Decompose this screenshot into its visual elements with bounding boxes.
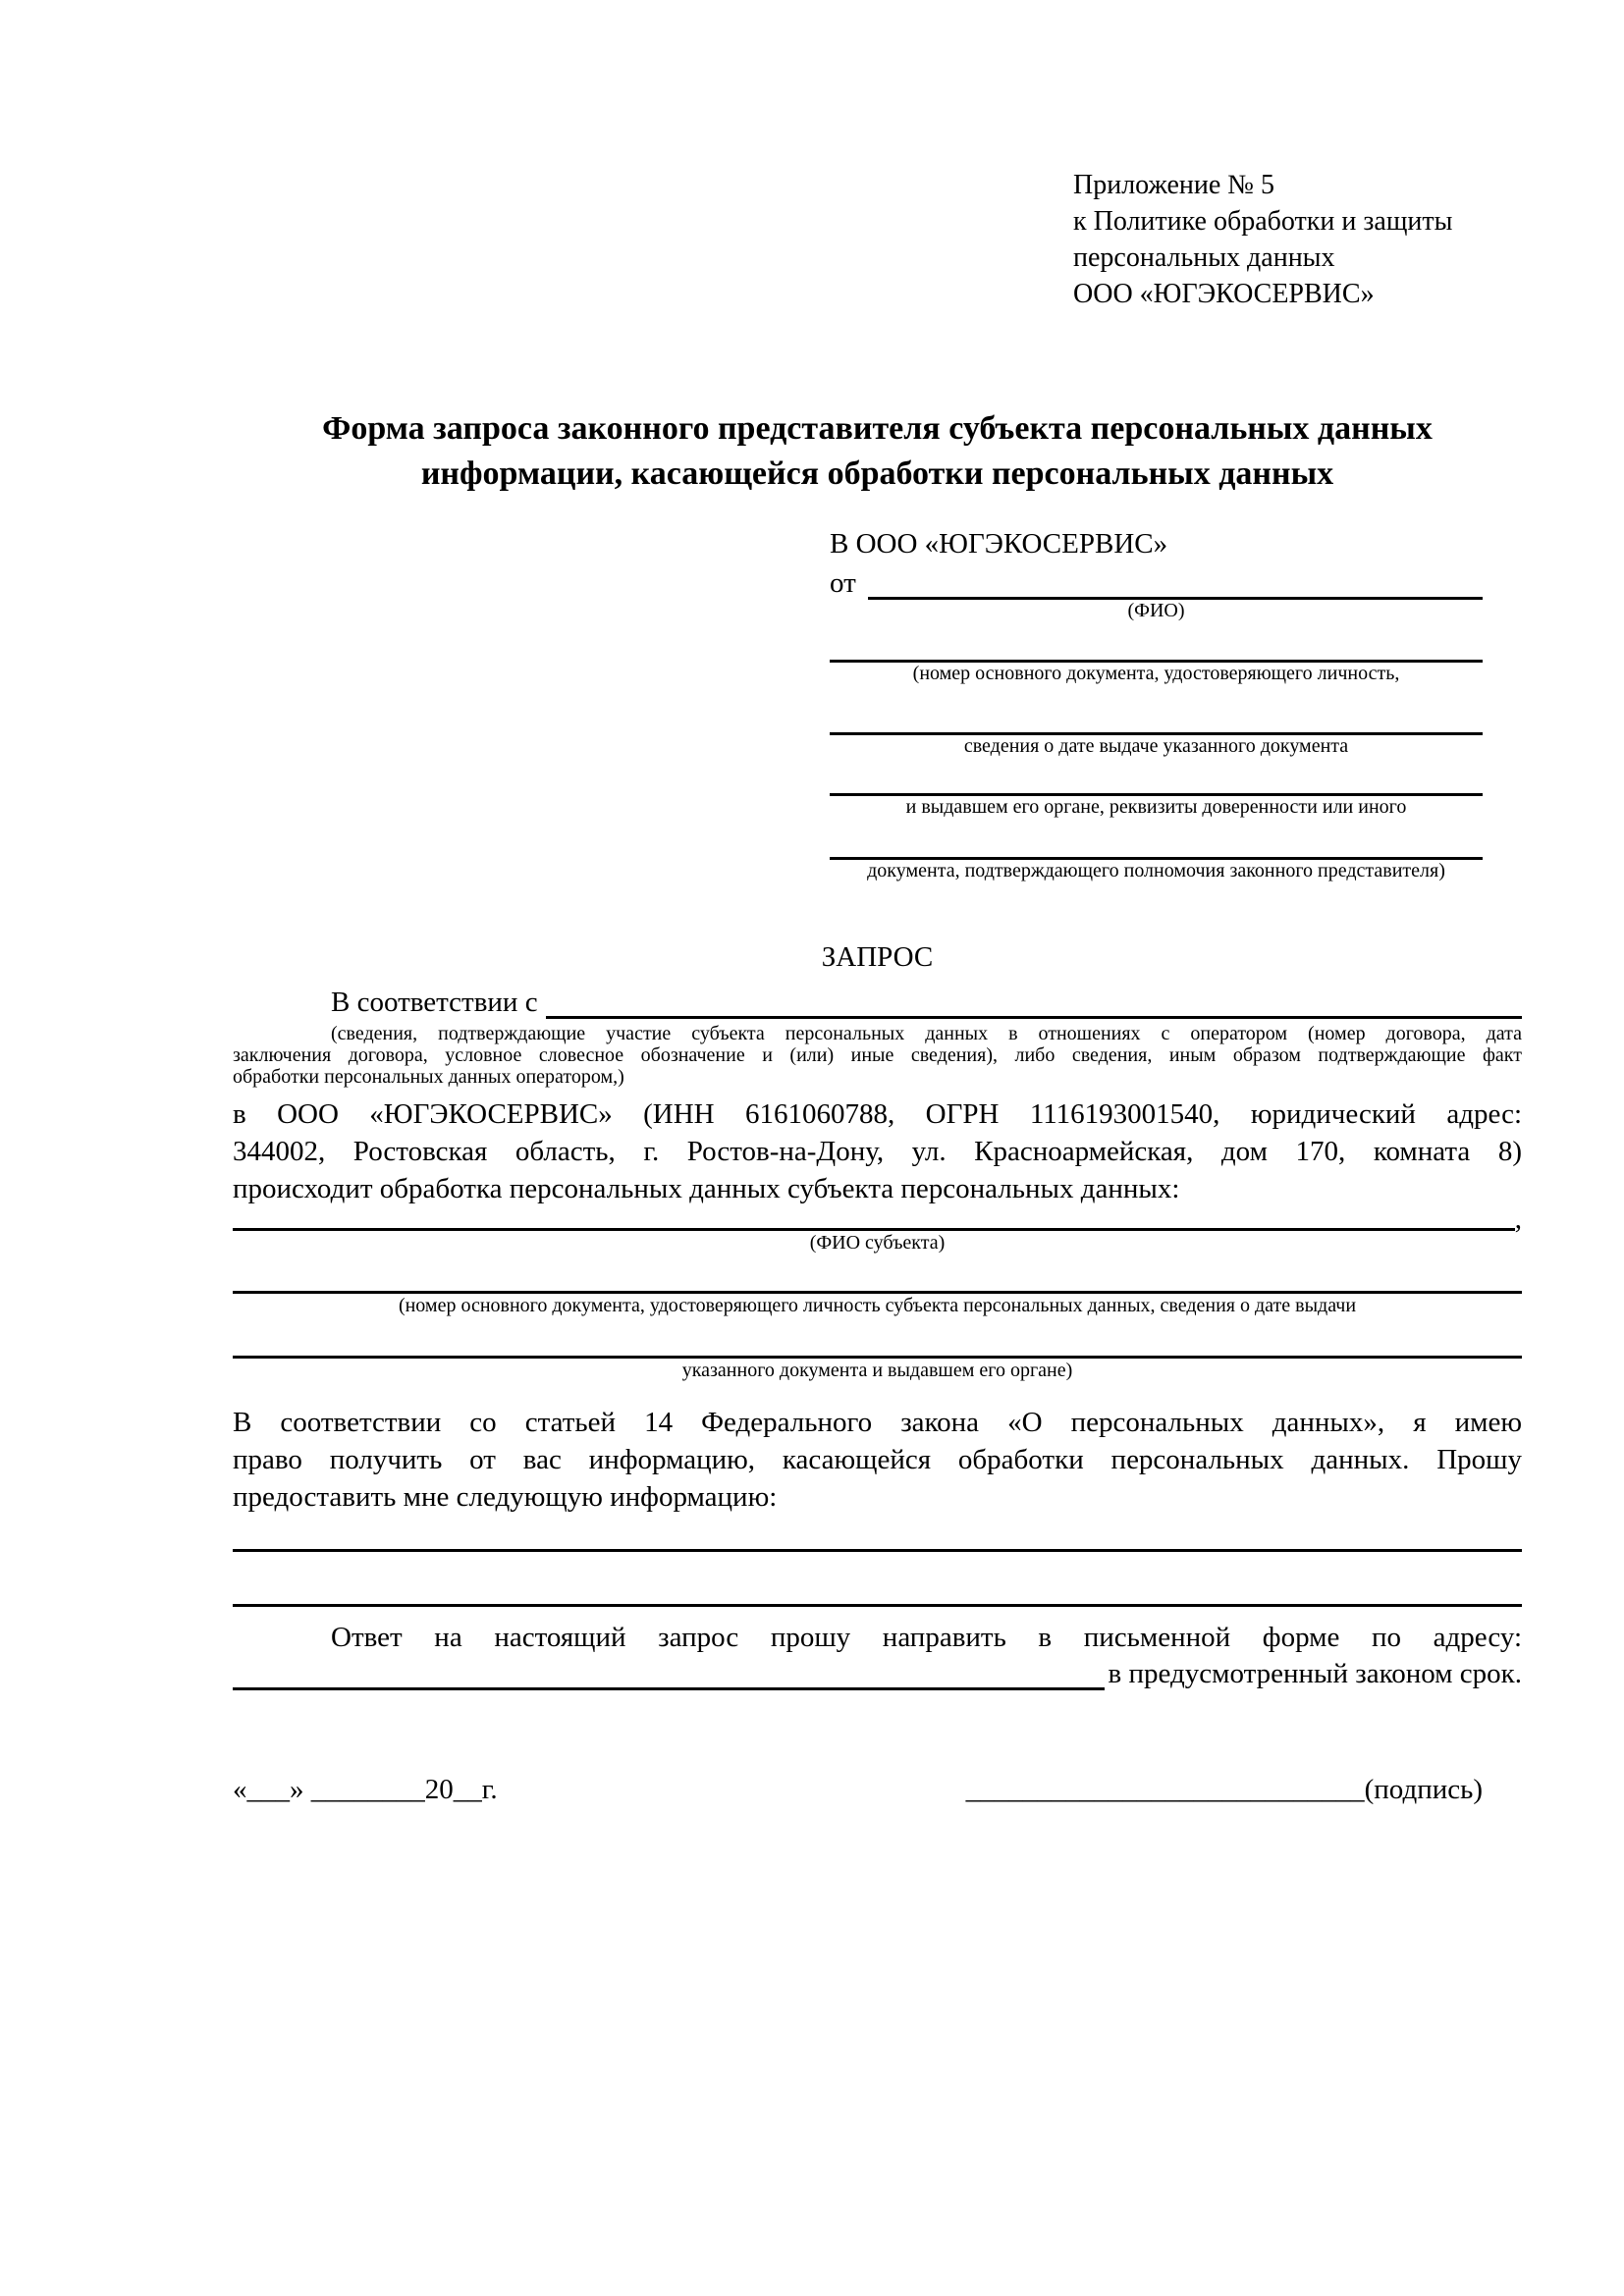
operator-paragraph	[233, 1095, 1522, 1207]
accordance-fill-in-line	[546, 1010, 1522, 1019]
appendix-line: к Политике обработки и защиты	[1073, 206, 1453, 237]
appendix-line: ООО «ЮГЭКОСЕРВИС»	[1073, 279, 1375, 309]
signature-label: (подпись)	[1364, 1774, 1483, 1805]
form-title-line: информации, касающейся обработки персональных данных	[420, 455, 1334, 492]
subject-name-fill-in-line	[233, 1222, 1515, 1231]
reply-tail-text: в предусмотренный законом срок.	[1108, 1658, 1522, 1689]
footer-row	[233, 1771, 1522, 1808]
reply-paragraph-line: Ответ на настоящий запрос прошу направить в письменной форме по адресу:	[331, 1622, 1522, 1653]
appendix-line: Приложение № 5	[1073, 170, 1274, 200]
address-fill-in-line	[233, 1682, 1105, 1690]
form-title	[233, 406, 1522, 497]
subject-name-row	[233, 1203, 1522, 1235]
reply-address-row	[233, 1657, 1522, 1690]
operator-line: в ООО «ЮГЭКОСЕРВИС» (ИНН 6161060788, ОГРН 1116193001540, юридический адрес:	[233, 1098, 1522, 1130]
field-caption: (номер основного документа, удостоверяющего личность,	[912, 663, 1400, 684]
appendix-line: персональных данных	[1073, 242, 1335, 273]
field-caption: документа, подтверждающего полномочия законного представителя)	[867, 860, 1445, 881]
accordance-label: В соответствии с	[331, 987, 538, 1018]
fine-print-line: обработки персональных данных оператором,)	[233, 1066, 624, 1088]
from-label: от	[830, 567, 856, 599]
subject-caption: указанного документа и выдавшем его органе)	[681, 1360, 1073, 1381]
recipient-organization: В ООО «ЮГЭКОСЕРВИС»	[830, 528, 1168, 560]
form-title-line: Форма запроса законного представителя субъекта персональных данных	[322, 410, 1433, 447]
rights-line: право получить от вас информацию, касающейся обработки персональных данных. Прошу	[233, 1444, 1522, 1475]
signature-line: ____________________________	[965, 1774, 1365, 1805]
recipient-block	[830, 525, 1483, 881]
fine-print	[233, 1023, 1522, 1088]
field-caption: и выдавшем его органе, реквизиты доверенности или иного	[905, 796, 1407, 818]
appendix-block	[1073, 167, 1522, 312]
fio-caption: (ФИО)	[1127, 600, 1185, 621]
fill-in-line	[233, 1291, 1522, 1294]
trailing-comma: ,	[1514, 1203, 1522, 1235]
operator-line: 344002, Ростовская область, г. Ростов-на-Дону, ул. Красноармейская, дом 170, комната 8)	[233, 1136, 1522, 1167]
subject-caption: (ФИО субъекта)	[809, 1232, 946, 1254]
signature-group	[966, 1771, 1483, 1808]
fine-print-line: заключения договора, условное словесное обозначение и (или) иные сведения), либо сведения, иным образом подтверждающие факт	[233, 1044, 1522, 1066]
rights-paragraph	[233, 1404, 1522, 1516]
blank-fill-in-line	[233, 1604, 1522, 1607]
blank-fill-in-line	[233, 1549, 1522, 1552]
rights-line: предоставить мне следующую информацию:	[233, 1481, 778, 1513]
from-field-row	[830, 566, 1483, 600]
accordance-row	[233, 986, 1522, 1019]
fine-print-line: (сведения, подтверждающие участие субъекта персональных данных в отношениях с оператором (номер договора, дата	[331, 1023, 1522, 1044]
field-caption: сведения о дате выдаче указанного документа	[963, 735, 1349, 757]
request-heading: ЗАПРОС	[821, 941, 934, 973]
subject-caption: (номер основного документа, удостоверяющего личность субъекта персональных данных, сведения о дате выдачи	[398, 1295, 1357, 1316]
from-fill-in-line	[868, 591, 1483, 600]
fill-in-line	[233, 1356, 1522, 1359]
rights-line: В соответствии со статьей 14 Федерального закона «О персональных данных», я имею	[233, 1407, 1522, 1438]
date-field: «___» ________20__г.	[233, 1774, 498, 1805]
operator-line: происходит обработка персональных данных субъекта персональных данных:	[233, 1173, 1180, 1204]
